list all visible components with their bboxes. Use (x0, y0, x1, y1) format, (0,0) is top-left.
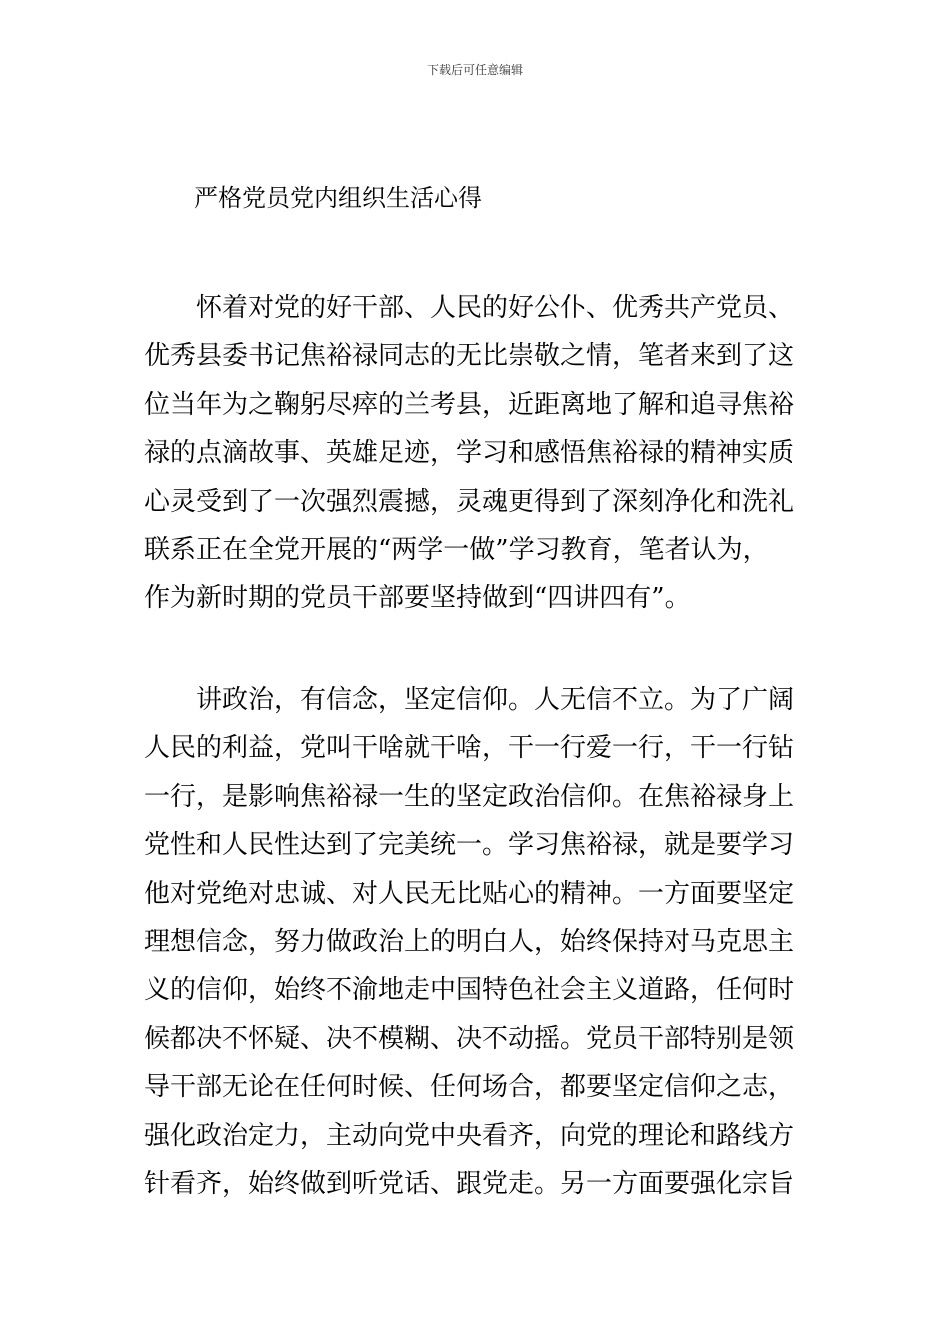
paragraph-line: 强化政治定力，主动向党中央看齐，向党的理论和路线方 (144, 1120, 795, 1151)
paragraph-line: 禄的点滴故事、英雄足迹，学习和感悟焦裕禄的精神实质 (144, 438, 795, 469)
paragraph-line: 优秀县委书记焦裕禄同志的无比崇敬之情，笔者来到了这 (144, 341, 795, 372)
paragraph-politics (144, 676, 844, 1208)
paragraph-line: 讲政治，有信念，坚定信仰。人无信不立。为了广阔 (196, 685, 795, 715)
paragraph-line: 作为新时期的党员干部要坚持做到“四讲四有”。 (144, 583, 691, 614)
paragraph-line: 理想信念，努力做政治上的明白人，始终保持对马克思主 (144, 926, 795, 957)
paragraph-line: 人民的利益，党叫干啥就干啥，干一行爱一行，干一行钻 (144, 733, 795, 764)
paragraph-line: 一行，是影响焦裕禄一生的坚定政治信仰。在焦裕禄身上 (144, 781, 795, 812)
paragraph-intro (144, 284, 844, 623)
paragraph-line: 位当年为之鞠躬尽瘁的兰考县，近距离地了解和追寻焦裕 (144, 389, 795, 420)
paragraph-line: 候都决不怀疑、决不模糊、决不动摇。党员干部特别是领 (144, 1023, 795, 1054)
paragraph-line: 联系正在全党开展的“两学一做”学习教育，笔者认为， (144, 534, 769, 565)
paragraph-line: 针看齐，始终做到听党话、跟党走。另一方面要强化宗旨 (144, 1168, 795, 1199)
paragraph-line: 怀着对党的好干部、人民的好公仆、优秀共产党员、 (196, 293, 795, 323)
document-title: 严格党员党内组织生活心得 (194, 184, 482, 212)
page-header-note: 下载后可任意编辑 (426, 63, 523, 77)
paragraph-line: 心灵受到了一次强烈震撼，灵魂更得到了深刻净化和洗礼 (144, 486, 795, 517)
paragraph-line: 导干部无论在任何时候、任何场合，都要坚定信仰之志， (144, 1072, 795, 1103)
paragraph-line: 党性和人民性达到了完美统一。学习焦裕禄，就是要学习 (144, 830, 795, 861)
paragraph-line: 义的信仰，始终不渝地走中国特色社会主义道路，任何时 (144, 975, 795, 1006)
paragraph-line: 他对党绝对忠诚、对人民无比贴心的精神。一方面要坚定 (144, 878, 795, 909)
